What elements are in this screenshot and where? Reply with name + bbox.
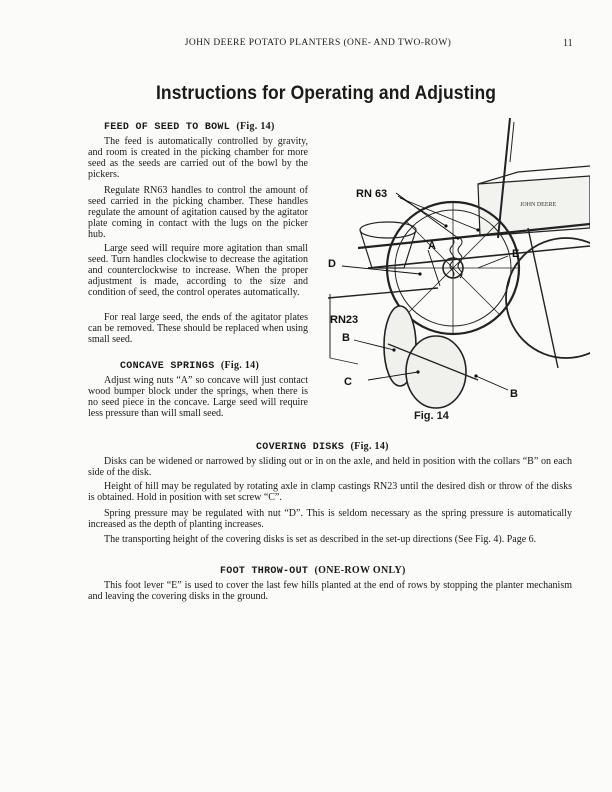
heading-ref: (Fig. 14) bbox=[220, 360, 260, 371]
running-head: JOHN DEERE POTATO PLANTERS (ONE- AND TWO-ROW) bbox=[184, 38, 452, 48]
feed-paragraph-3: Large seed will require more agitation than small seed. Turn handles clockwise to decrease the agitation and counterclockwise to increase. When the proper adjustment is made, according to the size and condition of seed, the control operates automatically. bbox=[88, 243, 308, 298]
heading-ref: (Fig. 14) bbox=[350, 441, 389, 452]
figure-label-c: C bbox=[344, 376, 352, 388]
figure-label-rn63: RN 63 bbox=[356, 188, 388, 200]
covering-paragraph-1: Disks can be widened or narrowed by sliding out or in on the axle, and held in position with the collars “B” on each side of the disk. bbox=[88, 456, 572, 478]
figure-label-b-right: B bbox=[510, 388, 518, 400]
section-heading-foot-throw-out bbox=[220, 565, 406, 577]
figure-label-e: E bbox=[512, 248, 520, 260]
feed-paragraph-2: Regulate RN63 handles to control the amount of seed carried in the picking chamber. These handles regulate the amount of agitation caused by the agitator plate coming in contact with the lugs on the picker hub. bbox=[88, 185, 308, 240]
figure-label-rn23: RN23 bbox=[330, 314, 359, 326]
covering-paragraph-4: The transporting height of the covering disks is set as described in the set-up directions (See Fig. 4). Page 6. bbox=[104, 534, 537, 545]
feed-paragraph-4: For real large seed, the ends of the agitator plates can be removed. These should be replaced when using small seed. bbox=[88, 312, 308, 345]
figure-label-b-left: B bbox=[342, 332, 350, 344]
planter-illustration bbox=[328, 118, 590, 418]
page-number: 11 bbox=[563, 38, 573, 49]
heading-text: CONCAVE SPRINGS bbox=[120, 361, 215, 372]
concave-paragraph-1: Adjust wing nuts “A” so concave will just contact wood bumper block under the springs, when there is no seed piece in the concave. Large seed will require less pressure than will small seed. bbox=[88, 375, 308, 419]
heading-ref: (ONE-ROW ONLY) bbox=[314, 565, 406, 576]
heading-text: FEED OF SEED TO BOWL bbox=[104, 122, 231, 133]
section-heading-feed bbox=[104, 121, 275, 133]
figure-14 bbox=[328, 118, 590, 422]
covering-paragraph-3: Spring pressure may be regulated with nut “D”. This is seldom necessary as the spring pressure is automatically increased as the depth of planting increases. bbox=[88, 508, 572, 530]
heading-text: FOOT THROW-OUT bbox=[220, 566, 309, 577]
covering-paragraph-2: Height of hill may be regulated by rotating axle in clamp castings RN23 until the desired dish or throw of the disks is obtained. Hold in position with set screw “C”. bbox=[88, 481, 572, 503]
section-heading-concave bbox=[120, 360, 259, 372]
figure-label-d: D bbox=[328, 258, 336, 270]
hopper-label: JOHN DEERE bbox=[520, 202, 557, 208]
section-heading-covering bbox=[256, 441, 389, 453]
heading-text: COVERING DISKS bbox=[256, 442, 345, 453]
foot-throw-out-paragraph: This foot lever “E” is used to cover the last few hills planted at the end of rows by stopping the planter mechanism and leaving the covering disks in the ground. bbox=[88, 580, 572, 602]
figure-label-a: A bbox=[428, 240, 436, 252]
heading-ref: (Fig. 14) bbox=[236, 121, 275, 132]
page-title: Instructions for Operating and Adjusting bbox=[155, 83, 496, 104]
figure-caption: Fig. 14 bbox=[414, 410, 449, 422]
feed-paragraph-1: The feed is automatically controlled by gravity, and room is created in the picking chamber for more seed as the seeds are carried out of the bowl by the pickers. bbox=[88, 136, 308, 180]
